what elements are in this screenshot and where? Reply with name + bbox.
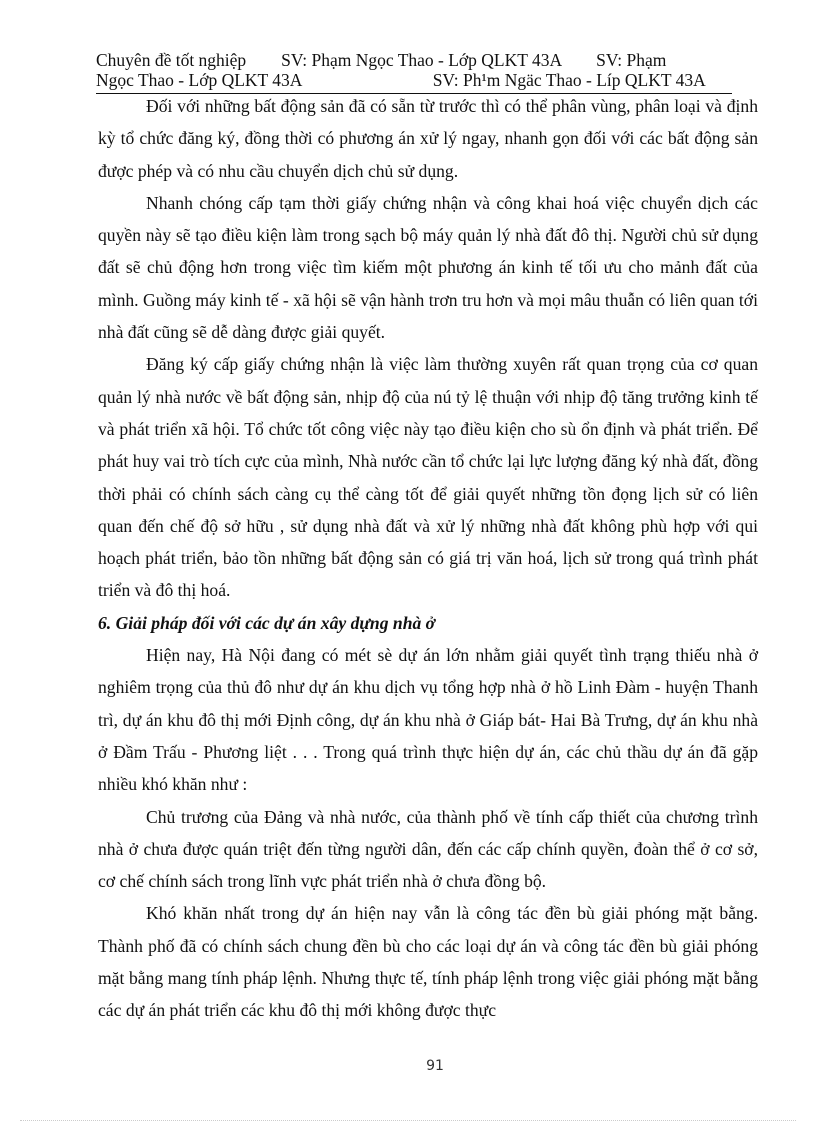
page-number: 91 xyxy=(426,1058,444,1074)
paragraph-2: Nhanh chóng cấp tạm thời giấy chứng nhận và công khai hoá việc chuyển dịch các quyền này sẽ tạo điều kiện làm trong sạch bộ máy quản lý nhà đất đô thị. Người chủ sử dụng đất sẽ chủ động hơn trong việc tìm kiếm một phương án kinh tế tối ưu cho mảnh đất của mình. Guồng máy kinh tế - xã hội sẽ vận hành trơn tru hơn và mọi mâu thuẫn có liên quan tới nhà đất cũng sẽ dễ dàng được giải quyết. xyxy=(98,192,758,343)
page-bottom-divider xyxy=(20,1120,796,1121)
paragraph-6: Khó khăn nhất trong dự án hiện nay vẫn là công tác đền bù giải phóng mặt bằng. Thành phố đã có chính sách chung đền bù cho các loại dự án và công tác đền bù giải phóng mặt bằng mang tính pháp lệnh. Nhưng thực tế, tính pháp lệnh trong việc giải phóng mặt bằng các dự án phát triển các khu đô thị mới không được thực xyxy=(98,903,758,1021)
document-body xyxy=(98,90,758,1027)
section-heading: 6. Giải pháp đối với các dự án xây dựng nhà ở xyxy=(98,612,436,633)
paragraph-3: Đăng ký cấp giấy chứng nhận là việc làm thường xuyên rất quan trọng của cơ quan quản lý nhà nước về bất động sản, nhịp độ của nú tỷ lệ thuận với nhịp độ tăng trưởng kinh tế và phát triển xã hội. Tổ chức tốt công việc này tạo điều kiện cho sù ổn định và phát triển. Để phát huy vai trò tích cực của mình, Nhà nước cần tổ chức lại lực lượng đăng ký nhà đất, đồng thời phải có chính sách càng cụ thể càng tốt để giải quyết những tồn đọng lịch sử có liên quan đến chế độ sở hữu , sử dụng nhà đất và xử lý những nhà đất không phù hợp với qui hoạch phát triển, bảo tồn những bất động sản có giá trị văn hoá, lịch sử trong quá trình phát triển và đô thị hoá. xyxy=(98,354,758,601)
paragraph-1: Đối với những bất động sản đã có sẵn từ trước thì có thể phân vùng, phân loại và định kỳ tổ chức đăng ký, đồng thời có phương án xử lý ngay, nhanh gọn đối với các bất động sản được phép và có nhu cầu chuyển dịch chủ sử dụng. xyxy=(98,96,758,181)
header-line-2: Ngọc Thao - Lớp QLKT 43A SV: Ph¹m Ngäc Thao - Líp QLKT 43A xyxy=(96,70,706,90)
paragraph-4: Hiện nay, Hà Nội đang có mét sè dự án lớn nhằm giải quyết tình trạng thiếu nhà ở nghiêm trọng của thủ đô như dự án khu dịch vụ tổng hợp nhà ở hồ Linh Đàm - huyện Thanh trì, dự án khu đô thị mới Định công, dự án khu nhà ở Giáp bát- Hai Bà Trưng, dự án khu nhà ở Đầm Trấu - Phương liệt . . . Trong quá trình thực hiện dự án, các chủ thầu dự án đã gặp nhiều khó khăn như : xyxy=(98,645,758,795)
page-header xyxy=(96,50,736,90)
paragraph-5: Chủ trương của Đảng và nhà nước, của thành phố về tính cấp thiết của chương trình nhà ở chưa được quán triệt đến từng người dân, đến các cấp chính quyền, đoàn thể ở cơ sở, cơ chế chính sách trong lĩnh vực phát triển nhà ở chưa đồng bộ. xyxy=(98,806,758,892)
header-line-1: Chuyên đề tốt nghiệp SV: Phạm Ngọc Thao - Lớp QLKT 43A SV: Phạm xyxy=(96,50,667,70)
